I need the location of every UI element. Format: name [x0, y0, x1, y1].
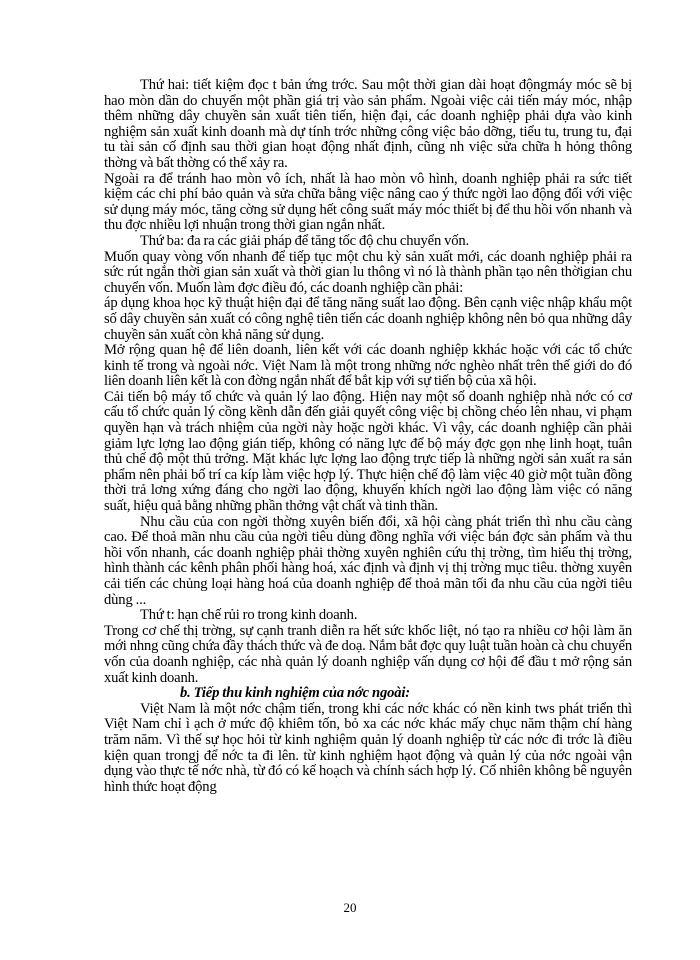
paragraph: áp dụng khoa học kỹ thuật hiện đại để tăng năng suất lao động. Bên cạnh việc nhập khẩu một số dây chuyền sản xuất có công nghệ tiên tiến các doanh nghiệp không nên bỏ qua những dây chuyền sản xuất còn khả năng sử dụng.	[104, 295, 632, 343]
paragraph: Nhu cầu của con ngời thờng xuyên biến đổi, xã hội càng phát triển thì nhu cầu càng cao. Để thoả mãn nhu cầu của ngời tiêu dùng đồng nghĩa với việc bán đợc sản phẩm và thu hồi vốn nhanh, các doanh nghiệp phải thờng xuyên nghiên cứu thị trờng, tìm hiểu thị trờng, hình thành các kênh phân phối hàng hoá, xác định và định vị thị trờng mục tiêu. thờng xuyên cải tiến các chủng loại hàng hoá của doanh nghiệp để thoả mãn tối đa nhu cầu của ngời tiêu dùng ...	[104, 513, 632, 608]
paragraph: Mở rộng quan hệ để liên doanh, liên kết với các doanh nghiệp kkhác hoặc với các tổ chức kinh tế trong và ngoài nớc. Việt Nam là một trong những nớc nghèo nhất trên thế giới do đó liên doanh liên kết là con đờng ngắn nhất để bắt kịp với sự tiến bộ của xã hội.	[104, 342, 632, 390]
paragraph: Trong cơ chế thị trờng, sự cạnh tranh diễn ra hết sức khốc liệt, nó tạo ra nhiều cơ hội làm ăn mới nhng cũng chứa đầy thách thức và đe doạ. Nắm bắt đợc quy luật tuần hoàn cà chu chuyển vốn của doanh nghiệp, các nhà quản lý doanh nghiệp vấn dụng cơ hội để đầu t mở rộng sản xuất kinh doanh.	[104, 622, 632, 686]
paragraph: Thứ t: hạn chế rủi ro trong kinh doanh.	[140, 607, 358, 624]
page-number: 20	[343, 900, 357, 915]
body-text	[104, 78, 632, 795]
paragraph: Thứ ba: đa ra các giải pháp để tăng tốc độ chu chuyển vốn.	[140, 232, 470, 249]
paragraph: Cải tiến bộ máy tổ chức và quản lý lao động. Hiện nay một số doanh nghiệp nhà nớc có cơ cấu tổ chức quản lý cồng kềnh dẫn đến giải quyết công việc bị chồng chéo lên nhau, vi phạm quyền hạn và trách nhiệm của ngời này hoặc ngời khác. Vì vậy, các doanh nghiệp cần phải giảm lực lợng lao động gián tiếp, không có năng lực để bộ máy đợc gọn nhẹ linh hoạt, tuân thủ chế độ một thủ trởng. Mặt khác lực lợng lao động trực tiếp là những ngời sản xuất ra sản phẩm nên phải bố trí ca kíp làm việc hợp lý. Thực hiện chế độ làm việc 40 giờ một tuần đồng thời trả lơng xứng đáng cho ngời lao động, khuyến khích ngời lao động làm việc có năng suất, hiệu quả bằng những phần thởng vật chất và tinh thần.	[104, 388, 632, 515]
paragraph: Việt Nam là một nớc chậm tiến, trong khi các nớc khác có nền kinh tws phát triển thì Việt Nam chỉ ì ạch ở mức độ khiêm tốn, bỏ xa các nớc khác mấy chục năm thậm chí hàng trăm năm. Vì thế sự học hỏi từ kinh nghiệm quản lý doanh nghiệp từ các nớc đi trớc là điều kiện quan trongj để nớc ta đi lên. từ kinh nghiệm hạot động và quản lý của nớc ngoài vận dụng vào thực tế nớc nhà, từ đó có kế hoạch và chính sách hợp lý. Cố nhiên không bê nguyên hình thức hoạt động	[104, 700, 632, 795]
paragraph: Thứ hai: tiết kiệm đọc t bản ứng trớc. Sau một thời gian dài hoạt độngmáy móc sẽ bị hao mòn dần do chuyển một phần giá trị vào sản phẩm. Ngoài việc cải tiến máy móc, nhập thêm những dây chuyền sản xuất tiên tiến, hiện đại, các doanh nghiệp phải dựa vào kinh nghiệm sản xuất kinh doanh mà dự tính trớc những công việc bảo dỡng, tiểu tu, trung tu, đại tu tài sản cố định sau thời gian hoạt động nhất định, cũng nh việc sửa chữa h hỏng thông thờng và bất thờng có thể xảy ra.	[104, 77, 632, 171]
section-heading: b. Tiếp thu kinh nghiệm của nớc ngoài:	[180, 685, 411, 702]
paragraph: Muốn quay vòng vốn nhanh để tiếp tục một chu kỳ sản xuất mới, các doanh nghiệp phải ra sức rút ngắn thời gian sản xuất và thời gian lu thông vì nó là thành phần tạo nên thờigian chu chuyển vốn. Muốn làm đợc điều đó, các doanh nghiệp cần phải:	[104, 248, 632, 296]
paragraph: Ngoài ra để tránh hao mòn vô ích, nhất là hao mòn vô hình, doanh nghiệp phải ra sức tiết kiệm các chi phí bảo quản và sửa chữa bằng việc nâng cao ý thức ngời lao động đối với việc sử dụng máy móc, tăng cờng sử dụng hết công suất máy móc thiết bị để thu hồi vốn nhanh và thu đợc nhiều lợi nhuận trong thời gian ngắn nhất.	[104, 170, 632, 234]
